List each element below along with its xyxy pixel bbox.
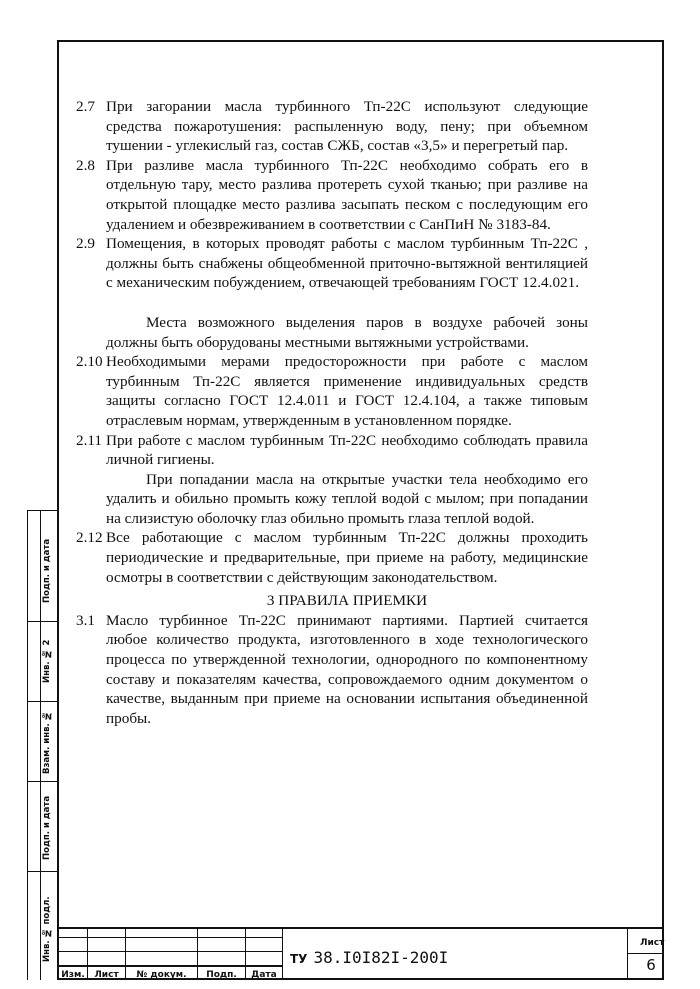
strip-rule — [28, 701, 57, 702]
paragraph-text: При работе с маслом турбинным Тп-22С необходимо соблюдать правила личной гигиены. — [106, 431, 588, 469]
paragraph-number: 3.1 — [76, 611, 95, 629]
paragraph-2-11-continued: При попадании масла на открытые участки тела необходимо его удалить и обильно промыть кожу теплой водой с мылом; при попадании на слизистую оболочку глаз обильно промыть глаза теплой водой. — [106, 470, 588, 527]
sheet-label: Лист — [640, 938, 665, 948]
paragraph-2-9-continued: Места возможного выделения паров в воздухе рабочей зоны должны быть оборудованы местными вытяжными устройствами. — [106, 313, 588, 351]
paragraph-text: Необходимыми мерами предосторожности при работе с маслом турбинным Тп-22С является применение индивидуальных средств защиты согласно ГОСТ 12.4.011 и ГОСТ 12.4.104, а также типовым отраслевым нормам, утвержденным в установленном порядке. — [106, 353, 588, 429]
strip-label-inv-orig: Инв. № подл. — [42, 896, 52, 962]
stamp-row-rule — [57, 965, 282, 967]
document-code-prefix: ТУ — [290, 952, 308, 966]
strip-label-replace-inv: Взам. инв. № — [42, 710, 52, 774]
paragraph-2-7 — [76, 97, 588, 156]
stamp-col-doc-num: № докум. — [136, 970, 187, 980]
paragraph-2-8 — [76, 156, 588, 234]
stamp-row-rule — [57, 937, 282, 938]
paragraph-2-12 — [76, 528, 588, 587]
paragraph-text: Помещения, в которых проводят работы с маслом турбинным Тп-22С , должны быть снабжены общеобменной приточно-вытяжной вентиляцией с механическим побуждением, отвечающей требованиям ГОСТ 12.4.021. — [106, 235, 588, 292]
paragraph-number: 2.10 — [76, 353, 103, 371]
paragraph-number: 2.9 — [76, 235, 95, 253]
strip-divider — [40, 511, 41, 980]
paragraph-number: 2.8 — [76, 156, 95, 174]
stamp-col-sheet: Лист — [94, 970, 119, 980]
strip-label-sign-date-2: Подп. и дата — [42, 795, 52, 861]
stamp-col-change: Изм. — [61, 970, 85, 980]
paragraph-text: При разливе масла турбинного Тп-22С необходимо собрать его в отдельную тару, место разлива протереть сухой тканью; при разливе на открытой площадке место разлива засыпать песком с последующим его удалением и обезвреживанием в соответствии с СанПиН № 3183-84. — [106, 156, 588, 233]
strip-label-sign-date: Подп. и дата — [42, 538, 52, 604]
document-code — [290, 948, 448, 967]
spacer — [76, 293, 588, 313]
paragraph-text: Масло турбинное Тп-22С принимают партиями. Партией считается любое количество продукта, изготовленного в ходе технологического процесса по утвержденной технологии, однородного по компонентному составу и показателям качества, сопровождаемого одним документом о качестве, выданным при приеме на основании испытания объединенной пробы. — [106, 611, 588, 727]
paragraph-number: 2.7 — [76, 98, 95, 115]
paragraph-2-11 — [76, 431, 588, 470]
paragraph-2-9 — [76, 234, 588, 293]
paragraph-2-10 — [76, 352, 588, 430]
paragraph-text: При загорании масла турбинного Тп-22С используют следующие средства пожаротушения: распыленную воду, пену; при объемном тушении - углекислый газ, состав СЖБ, состав «3,5» и перегретый пар. — [106, 98, 588, 155]
paragraph-3-1 — [76, 611, 588, 729]
document-code-number: 38.I0I82I-200I — [313, 948, 449, 967]
paragraph-number: 2.11 — [76, 431, 103, 449]
stamp-col-date: Дата — [251, 970, 277, 980]
strip-rule — [28, 781, 57, 782]
strip-rule — [28, 871, 57, 872]
margin-signature-strip — [27, 510, 57, 980]
paragraph-text: Все работающие с маслом турбинным Тп-22С должны проходить периодические и предварительные, при приеме на работу, медицинские осмотры в соответствии с действующим законодательством. — [106, 529, 588, 586]
stamp-col-rule — [282, 929, 283, 980]
stamp-sheet-rule — [627, 953, 664, 954]
stamp-col-signature: Подп. — [206, 970, 237, 980]
document-body — [76, 97, 588, 728]
paragraph-number: 2.12 — [76, 529, 103, 547]
strip-rule — [28, 621, 57, 622]
stamp-row-rule — [57, 951, 282, 952]
sheet-number: 6 — [646, 956, 656, 974]
strip-label-inv-dup: Инв. № 2 — [42, 639, 52, 683]
stamp-col-rule — [627, 929, 628, 980]
section-heading: 3 ПРАВИЛА ПРИЕМКИ — [266, 592, 428, 610]
